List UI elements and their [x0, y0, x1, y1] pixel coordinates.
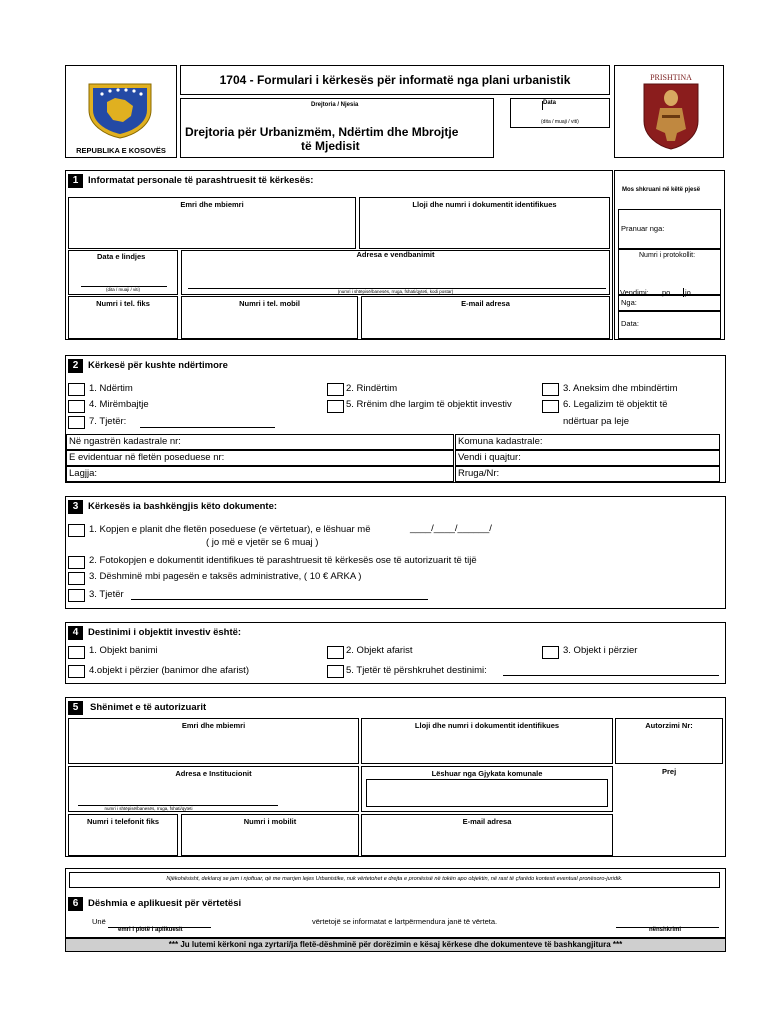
- section-4-title: Destinimi i objektit investiv është:: [88, 627, 242, 638]
- directorate-name-2: të Mjedisit: [301, 139, 360, 153]
- applicant-phone-field[interactable]: Numri i tel. fiks: [68, 296, 178, 339]
- form-title: 1704 - Formulari i kërkesës për informatë nga plani urbanistik: [219, 73, 571, 87]
- section-1: [65, 170, 613, 340]
- date-label: Data: [543, 100, 557, 106]
- office-title: Mos shkruani në këtë pjesë: [622, 187, 701, 193]
- disclaimer-section: [65, 868, 726, 938]
- decision-no[interactable]: jo: [685, 288, 691, 297]
- section-6-number: 6: [68, 897, 83, 911]
- une-label: Unë: [92, 917, 106, 926]
- directorate-name-1: Drejtoria për Urbanizmëm, Ndërtim dhe Mbrojtje: [185, 125, 459, 139]
- cadastral-zone-field[interactable]: Komuna kadastrale:: [455, 434, 720, 450]
- checkbox-other-destination[interactable]: [327, 665, 344, 678]
- parcel-field[interactable]: Në ngastrën kadastrale nr:: [66, 434, 454, 450]
- section-4: 4 Destinimi i objektit investiv është: 1. Objekt banimi 2. Objekt afarist 3. Objekt i përzier 4.objekt i përzier (banimor dhe afarist) 5. Tjetër të përshkruhet destinimi:: [65, 622, 726, 684]
- checkbox-mixed[interactable]: [542, 646, 559, 659]
- section-2-number: 2: [68, 359, 83, 373]
- section-3-title: Kërkesës ia bashkëngjis këto dokumente:: [88, 501, 278, 512]
- from-field[interactable]: Nga:: [618, 295, 721, 311]
- disclaimer-box: [69, 872, 720, 888]
- footer-text: *** Ju lutemi kërkoni nga zyrtari/ja fletë-dëshminë për dorëzimin e kësaj kërkese dhe dokumenteve të bashkangjitura ***: [168, 940, 623, 949]
- authorized-name-field[interactable]: Emri dhe mbiemri: [68, 718, 359, 764]
- section-5: [65, 697, 726, 857]
- possession-field[interactable]: E evidentuar në fletën poseduese nr:: [66, 450, 454, 466]
- checkbox-mirembajtje[interactable]: [68, 400, 85, 413]
- section-3-number: 3: [68, 500, 83, 514]
- protocol-field[interactable]: Numri i protokollit:: [618, 249, 721, 295]
- neighborhood-field[interactable]: Lagjja:: [66, 466, 454, 482]
- authorized-email-field[interactable]: E-mail adresa: [361, 814, 613, 856]
- applicant-id-field[interactable]: Lloji dhe numri i dokumentit identifikues: [359, 197, 610, 249]
- applicant-email-field[interactable]: E-mail adresa: [361, 296, 610, 339]
- svg-text:PRISHTINA: PRISHTINA: [650, 73, 692, 82]
- checkbox-residential[interactable]: [68, 646, 85, 659]
- applicant-name-field[interactable]: Emri dhe mbiemri: [68, 197, 356, 249]
- institution-address-field[interactable]: Adresa e Institucionit numri i shtëpisë/banesës, rruga, fshati/qyteti: [68, 766, 359, 812]
- office-use-box: [614, 170, 725, 340]
- disclaimer-text: Njëkohësisht, deklaroj se jam i njoftuar, që me marrjen lejes Urbanistike, nuk vërtetohet e drejta e pronësisë në tokën apo objektin, në rast të çfarëdo kontesti eventual pronësoro-juridik.: [166, 876, 623, 882]
- checkbox-doc-plan[interactable]: [68, 524, 85, 537]
- place-field[interactable]: Vendi i quajtur:: [455, 450, 720, 466]
- section-6-title: Dëshmia e aplikuesit për vërtetësi: [88, 898, 242, 909]
- authorized-phone-field[interactable]: Numri i telefonit fiks: [68, 814, 178, 856]
- statement-text: vërtetojë se informatat e lartpërmendura janë të vërteta.: [312, 917, 498, 926]
- received-from-field[interactable]: Pranuar nga:: [618, 209, 721, 249]
- footer-bar: [65, 938, 726, 952]
- doc-plan-date-blank[interactable]: ____/____/______/: [410, 523, 492, 534]
- section-5-number: 5: [68, 701, 83, 715]
- checkbox-legalizim[interactable]: [542, 400, 559, 413]
- doc-other-input-line[interactable]: [131, 599, 428, 600]
- checkbox-tjeter[interactable]: [68, 416, 85, 429]
- authorized-mobile-field[interactable]: Numri i mobilit: [181, 814, 359, 856]
- checkbox-doc-other[interactable]: [68, 589, 85, 602]
- decision-label: Vendimi:: [620, 288, 649, 297]
- section-5-title: Shënimet e të autorizuarit: [90, 702, 207, 713]
- checkbox-mixed-res-bus[interactable]: [68, 665, 85, 678]
- court-field[interactable]: Lëshuar nga Gjykata komunale: [361, 766, 613, 812]
- checkbox-aneksim[interactable]: [542, 383, 559, 396]
- header-title-box: [180, 65, 610, 95]
- directorate-label: Drejtoria / Njesia: [311, 102, 359, 108]
- applicant-mobile-field[interactable]: Numri i tel. mobil: [181, 296, 358, 339]
- signature-caption: nënshkrimi: [649, 927, 682, 933]
- checkbox-business[interactable]: [327, 646, 344, 659]
- header-emblem-box: [65, 65, 177, 158]
- section-4-number: 4: [68, 626, 83, 640]
- authorized-id-field[interactable]: Lloji dhe numri i dokumentit identifikues: [361, 718, 613, 764]
- directorate-box: [180, 98, 494, 158]
- street-field[interactable]: Rruga/Nr:: [455, 466, 720, 482]
- section-3: 3 Kërkesës ia bashkëngjis këto dokumente: 1. Kopjen e planit dhe fletën poseduese (e vërtetuar), e lëshuar më ____/____/______/ ( jo më e vjetër se 6 muaj ) 2. Fotokopjen e dokumentit identifikues të parashtruesit të kërkesës ose të autorizuarit të tijë 3. Dëshminë mbi pagesën e taksës administrative, ( 10 € ARKA ) 3. Tjetër: [65, 496, 726, 609]
- checkbox-rindertim[interactable]: [327, 383, 344, 396]
- fullname-caption: emri i plotë i aplikuesit: [118, 927, 183, 933]
- other-input-line[interactable]: [140, 427, 275, 428]
- section-1-title: Informatat personale të parashtruesit të kërkesës:: [88, 175, 314, 186]
- republic-label: REPUBLIKA E KOSOVËS: [76, 146, 166, 155]
- kosovo-emblem-icon: [85, 80, 155, 140]
- applicant-dob-field[interactable]: Data e lindjes (dita / muaji / viti): [68, 250, 178, 295]
- section-2: 2 Kërkesë për kushte ndërtimore 1. Ndërtim 2. Rindërtim 3. Aneksim dhe mbindërtim 4. Mirëmbajtje 5. Rrënim dhe largim të objektit investiv 6. Legalizim të objektit të ndërtuar pa leje 7. Tjetër: Në ngastrën kadastrale nr: Komuna kadastrale: E evidentuar në fletën poseduese nr: Vendi i quajtur: Lagjja: Rruga/Nr:: [65, 355, 726, 483]
- date-box[interactable]: [510, 98, 610, 128]
- city-emblem-box: [614, 65, 724, 158]
- authorization-number-field[interactable]: Autorzimi Nr:: [615, 718, 723, 764]
- destination-input-line[interactable]: [503, 675, 719, 676]
- applicant-address-field[interactable]: Adresa e vendbanimit (numri i shtëpisë/banesës, rruga, fshati/qyteti, kodi postar): [181, 250, 610, 295]
- decision-yes[interactable]: po: [662, 288, 671, 297]
- section-1-number: 1: [68, 174, 83, 188]
- checkbox-doc-fee[interactable]: [68, 572, 85, 585]
- section-2-title: Kërkesë për kushte ndërtimore: [88, 360, 228, 371]
- court-from-label: Prej: [662, 767, 677, 776]
- prishtina-emblem-icon: [642, 71, 700, 151]
- checkbox-doc-id[interactable]: [68, 556, 85, 569]
- checkbox-ndertim[interactable]: [68, 383, 85, 396]
- date-format: (dita / muaji / viti): [541, 119, 579, 125]
- checkbox-rrenim[interactable]: [327, 400, 344, 413]
- office-date-field[interactable]: Data:: [618, 311, 721, 339]
